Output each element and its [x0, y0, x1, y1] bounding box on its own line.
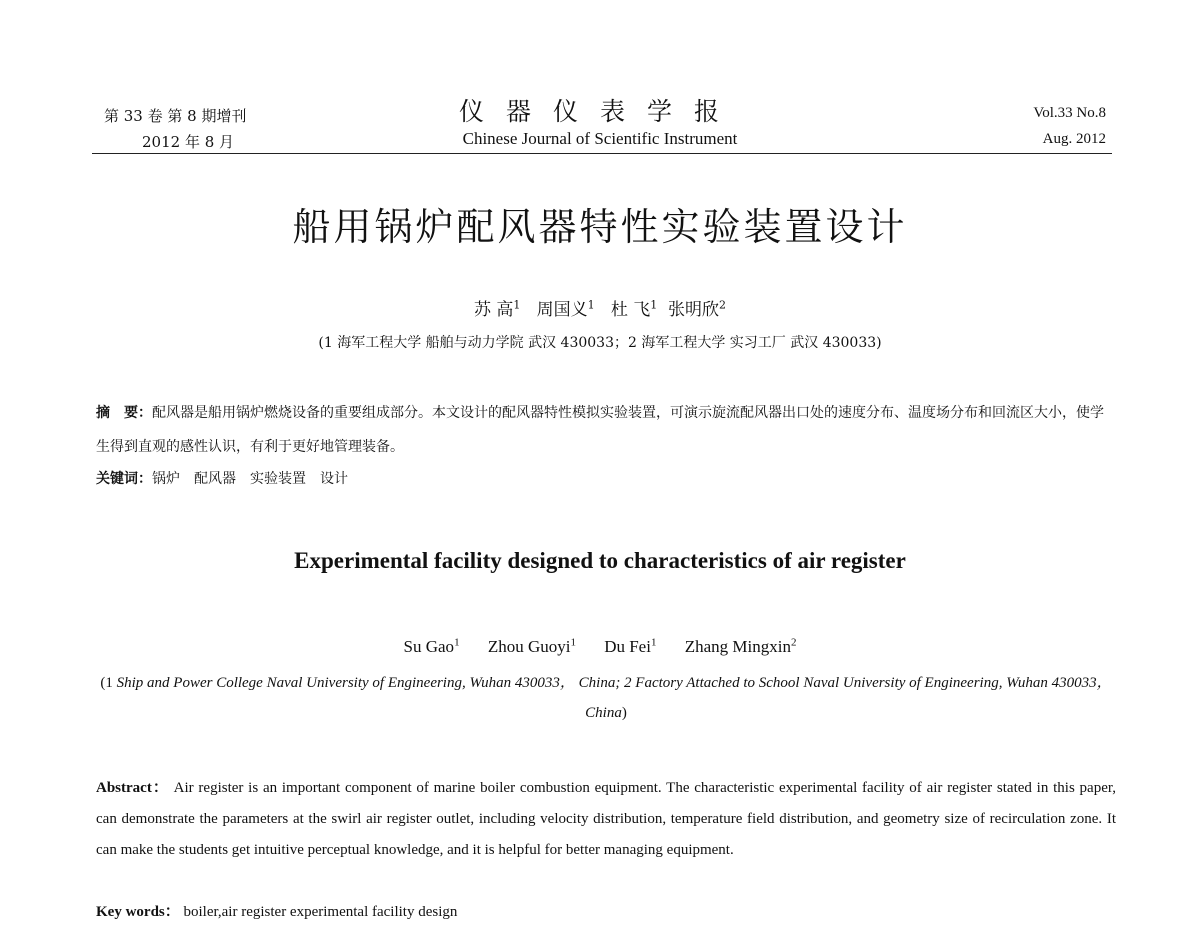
paper-title-cn: 船用锅炉配风器特性实验装置设计	[292, 205, 908, 249]
keywords-label-cn: 关键词：	[96, 471, 152, 487]
date-en: Aug. 2012	[1042, 131, 1106, 147]
abstract-text-cn: 配风器是船用锅炉燃烧设备的重要组成部分。本文设计的配风器特性模拟实验装置，可演示旋流配风器出口处的速度分布、温度场分布和回流区大小，使学生得到直观的感性认识，有利于更好地管理装备。	[96, 405, 1104, 455]
author-cn: 周国义$^1$	[536, 298, 595, 320]
author-en: Du Fei$^1$	[604, 636, 657, 656]
volume-issue-cn: 第 33 卷 第 8 期增刊	[104, 107, 247, 125]
journal-name-cn: 仪器仪表学报	[458, 97, 741, 126]
author-list-en	[0, 636, 1200, 657]
author-en: Zhou Guoyi$^1$	[487, 636, 576, 656]
author-list-cn	[0, 295, 1200, 320]
author-cn: 张明欣$^2$	[668, 298, 727, 320]
journal-name-en: Chinese Journal of Scientific Instrument	[462, 129, 738, 148]
affiliation-en: (1 Ship and Power College Naval University of Engineering, Wuhan 430033， China; 2 Factory Attached to School Naval University of Engineering, Wuhan 430033， China)	[100, 675, 1112, 721]
keywords-text-en: boiler,air register experimental facility design	[183, 904, 458, 920]
abstract-text-en: Air register is an important component of marine boiler combustion equipment. The characteristic experimental facility of air register stated in this paper, can demonstrate the parameters at the swirl air register outlet, including velocity distribution, temperature field distribution, and geometry size of recirculation zone. It can make the students get intuitive perceptual knowledge, and it is helpful for better managing equipment.	[96, 780, 1117, 858]
author-cn: 杜 飞$^1$	[610, 298, 658, 320]
paper-title-en: Experimental facility designed to characteristics of air register	[294, 548, 906, 573]
abstract-label-cn: 摘 要：	[96, 405, 152, 421]
keywords-text-cn: 锅炉 配风器 实验装置 设计	[152, 471, 348, 487]
author-en: Su Gao$^1$	[403, 636, 460, 656]
keywords-label-en: Key words：	[96, 904, 180, 920]
keywords-cn	[96, 468, 348, 488]
volume-issue-en: Vol.33 No.8	[1033, 105, 1106, 121]
author-en: Zhang Mingxin$^2$	[684, 636, 797, 656]
affiliation-cn: (1 海军工程大学 船舶与动力学院 武汉 430033；2 海军工程大学 实习工厂 武汉 430033)	[318, 335, 882, 351]
keywords-en	[96, 900, 457, 921]
abstract-en	[96, 773, 1116, 866]
abstract-cn	[96, 396, 1116, 464]
header-rule	[92, 153, 1112, 154]
abstract-label-en: Abstract：	[96, 780, 169, 796]
date-cn: 2012 年 8 月	[142, 133, 235, 151]
author-cn: 苏 高$^1$	[473, 298, 521, 320]
